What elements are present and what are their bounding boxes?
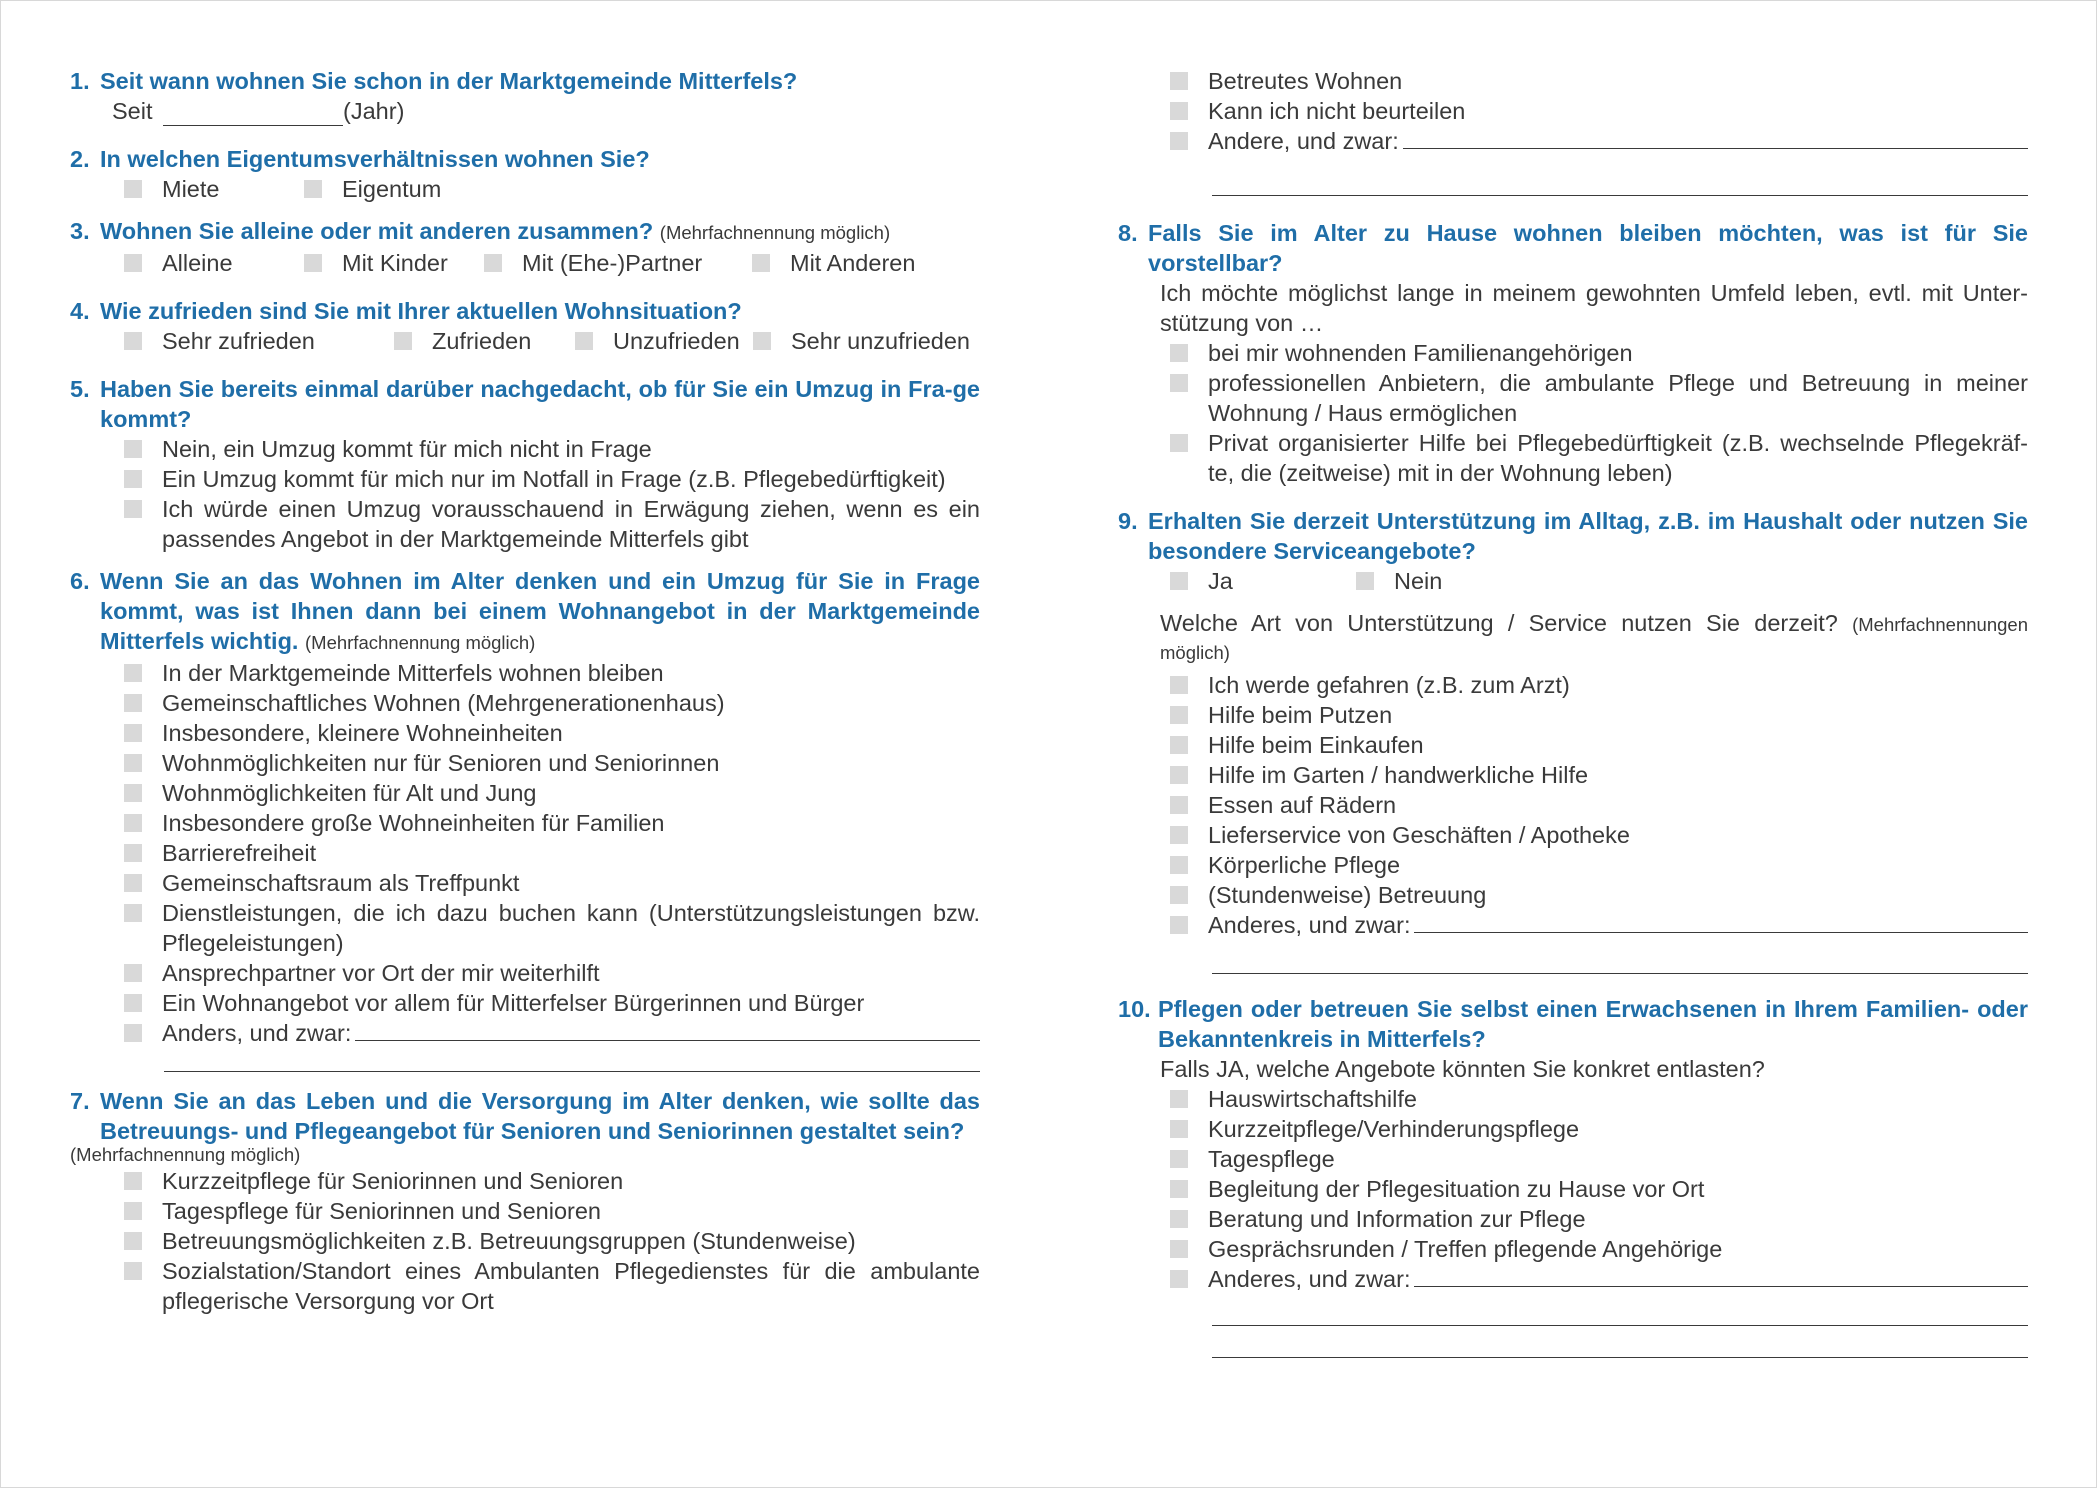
checkbox[interactable] <box>1170 1210 1188 1228</box>
option-label: Beratung und Information zur Pflege <box>1208 1206 1586 1232</box>
checkbox[interactable] <box>1170 1120 1188 1138</box>
option-label: Körperliche Pflege <box>1208 852 1401 878</box>
checkbox[interactable] <box>1170 826 1188 844</box>
option-mit-partner[interactable] <box>484 248 752 278</box>
checkbox[interactable] <box>1170 796 1188 814</box>
checkbox[interactable] <box>124 904 142 922</box>
option-label: Miete <box>162 176 220 202</box>
other-label: Anderes, und zwar: <box>1208 912 1411 938</box>
checkbox[interactable] <box>124 470 142 488</box>
question-3-title <box>70 216 980 248</box>
question-7 <box>70 1086 980 1316</box>
option-label: Kurzzeitpflege/Verhinderungspflege <box>1208 1116 1580 1142</box>
question-4 <box>70 296 980 356</box>
other-label: Andere, und zwar: <box>1208 128 1399 154</box>
option-label: Nein <box>1394 568 1443 594</box>
option-zufrieden[interactable] <box>394 326 575 356</box>
option-label: Gemeinschaftliches Wohnen (Mehrgenerationenhaus) <box>162 690 725 716</box>
question-9-title <box>1118 506 2028 566</box>
sub-question-text: Welche Art von Unterstützung / Service nutzen Sie derzeit? <box>1160 610 1838 636</box>
option-unzufrieden[interactable] <box>575 326 753 356</box>
service-option-8[interactable] <box>1118 880 2028 910</box>
question-6-title <box>70 566 980 658</box>
checkbox[interactable] <box>753 332 771 350</box>
checkbox[interactable] <box>1356 572 1374 590</box>
extra-write-line[interactable] <box>1212 1356 2028 1358</box>
checkbox[interactable] <box>124 254 142 272</box>
option-label: In der Marktgemeinde Mitterfels wohnen bleiben <box>162 660 664 686</box>
checkbox[interactable] <box>1170 1150 1188 1168</box>
option-label: Mit Kinder <box>342 250 448 276</box>
option-1[interactable] <box>1118 338 2028 368</box>
option-2[interactable] <box>70 688 980 718</box>
option-3[interactable] <box>70 718 980 748</box>
question-8-title <box>1118 218 2028 278</box>
question-7-continued <box>1118 66 2028 196</box>
question-text: Seit wann wohnen Sie schon in der Marktgemeinde Mitterfels? <box>100 68 798 94</box>
option-label: Ein Umzug kommt für mich nur im Notfall in Frage (z.B. Pflegebedürftigkeit) <box>162 466 946 492</box>
checkbox[interactable] <box>1170 344 1188 362</box>
other-input-line[interactable] <box>355 1018 980 1041</box>
question-hint: (Mehrfachnennung möglich) <box>70 1144 301 1165</box>
option-label: Sehr unzufrieden <box>791 328 970 354</box>
question-text: Wie zufrieden sind Sie mit Ihrer aktuellen Wohnsituation? <box>100 298 742 324</box>
option-label: Wohnmöglichkeiten für Alt und Jung <box>162 780 537 806</box>
checkbox[interactable] <box>304 180 322 198</box>
checkbox[interactable] <box>124 964 142 982</box>
option-2[interactable] <box>70 464 980 494</box>
options-row <box>70 174 980 204</box>
question-2-title <box>70 144 980 174</box>
question-9 <box>1118 506 2028 974</box>
question-number: 7. <box>70 1088 90 1114</box>
checkbox[interactable] <box>752 254 770 272</box>
checkbox[interactable] <box>124 180 142 198</box>
service-option-1[interactable] <box>1118 670 2028 700</box>
checkbox[interactable] <box>1170 132 1188 150</box>
options-row <box>70 326 980 356</box>
option-label: Privat organisierter Hilfe bei Pflegebedürftigkeit (z.B. wechselnde Pflegekräf-te, die (zeitweise) mit in der Wohnung leben) <box>1208 430 2028 486</box>
checkbox[interactable] <box>1170 434 1188 452</box>
checkbox[interactable] <box>394 332 412 350</box>
option-betreutes-wohnen[interactable] <box>1118 66 2028 96</box>
option-kann-nicht-beurteilen[interactable] <box>1118 96 2028 126</box>
checkbox[interactable] <box>124 500 142 518</box>
option-label: bei mir wohnenden Familienangehörigen <box>1208 340 1633 366</box>
question-1-title <box>70 66 980 96</box>
option-label: Begleitung der Pflegesituation zu Hause vor Ort <box>1208 1176 1705 1202</box>
option-label: Mit (Ehe-)Partner <box>522 250 703 276</box>
option-label: Sozialstation/Standort eines Ambulanten Pflegedienstes für die ambulante pflegerische Versorgung vor Ort <box>162 1258 980 1314</box>
question-text <box>100 566 980 658</box>
option-label: Barrierefreiheit <box>162 840 317 866</box>
options-row <box>70 248 980 278</box>
checkbox[interactable] <box>124 1232 142 1250</box>
year-suffix: (Jahr) <box>343 98 405 124</box>
checkbox[interactable] <box>124 844 142 862</box>
option-1[interactable] <box>70 658 980 688</box>
sub-question-hint: (Mehrfachnennungen möglich) <box>1160 614 2028 663</box>
option-sehr-zufrieden[interactable] <box>124 326 394 356</box>
checkbox[interactable] <box>1170 1180 1188 1198</box>
service-option-4[interactable] <box>1118 760 2028 790</box>
option-3[interactable] <box>70 494 980 554</box>
option-label: Insbesondere, kleinere Wohneinheiten <box>162 720 563 746</box>
other-row <box>1208 910 2028 940</box>
option-label: Ich würde einen Umzug vorausschauend in Erwägung ziehen, wenn es ein passendes Angebot in der Marktgemeinde Mitterfels gibt <box>162 496 980 552</box>
service-option-3[interactable] <box>1118 730 2028 760</box>
service-option-5[interactable] <box>1118 790 2028 820</box>
checkbox[interactable] <box>124 332 142 350</box>
relief-option-other[interactable] <box>1118 1264 2028 1294</box>
option-9[interactable] <box>70 898 980 958</box>
question-4-title <box>70 296 980 326</box>
option-mit-kinder[interactable] <box>304 248 484 278</box>
option-label: Unzufrieden <box>613 328 740 354</box>
question-3 <box>70 216 980 278</box>
sub-question <box>1118 610 2028 666</box>
checkbox[interactable] <box>1170 856 1188 874</box>
checkbox[interactable] <box>124 440 142 458</box>
option-label: Lieferservice von Geschäften / Apotheke <box>1208 822 1630 848</box>
option-label: Wohnmöglichkeiten nur für Senioren und Seniorinnen <box>162 750 720 776</box>
checkbox[interactable] <box>124 1262 142 1280</box>
option-5[interactable] <box>70 778 980 808</box>
option-label: Kurzzeitpflege für Seniorinnen und Senioren <box>162 1168 624 1194</box>
other-row <box>162 1018 980 1048</box>
question-7-title <box>70 1086 980 1146</box>
checkbox[interactable] <box>1170 916 1188 934</box>
question-title-text: Wenn Sie an das Wohnen im Alter denken und ein Umzug für Sie in Frage kommt, was ist Ihnen dann bei einem Wohnangebot in der Marktgemeinde Mitterfels wichtig. <box>100 568 980 654</box>
question-5 <box>70 374 980 554</box>
checkbox[interactable] <box>1170 676 1188 694</box>
option-10[interactable] <box>70 958 980 988</box>
right-column <box>1118 66 2028 1358</box>
option-label: Kann ich nicht beurteilen <box>1208 98 1466 124</box>
question-number: 4. <box>70 298 90 324</box>
service-option-7[interactable] <box>1118 850 2028 880</box>
option-label: Dienstleistungen, die ich dazu buchen kann (Unterstützungsleistungen bzw. Pflegeleistungen) <box>162 900 980 956</box>
option-label: Ein Wohnangebot vor allem für Mitterfelser Bürgerinnen und Bürger <box>162 990 865 1016</box>
service-option-6[interactable] <box>1118 820 2028 850</box>
question-text <box>100 216 980 248</box>
checkbox[interactable] <box>124 784 142 802</box>
question-title-text: Wohnen Sie alleine oder mit anderen zusammen? <box>100 218 654 244</box>
question-8 <box>1118 218 2028 488</box>
option-3[interactable] <box>1118 428 2028 488</box>
other-row <box>1208 126 2028 156</box>
option-nein[interactable] <box>1356 566 1442 596</box>
question-1 <box>70 66 980 126</box>
checkbox[interactable] <box>124 1172 142 1190</box>
checkbox[interactable] <box>1170 374 1188 392</box>
checkbox[interactable] <box>1170 1270 1188 1288</box>
checkbox[interactable] <box>124 1024 142 1042</box>
other-label: Anderes, und zwar: <box>1208 1266 1411 1292</box>
checkbox[interactable] <box>124 874 142 892</box>
option-sehr-unzufrieden[interactable] <box>753 326 970 356</box>
question-number: 1. <box>70 68 90 94</box>
other-label: Anders, und zwar: <box>162 1020 352 1046</box>
left-column <box>70 66 980 1316</box>
option-label: Eigentum <box>342 176 442 202</box>
option-label: Alleine <box>162 250 233 276</box>
checkbox[interactable] <box>484 254 502 272</box>
checkbox[interactable] <box>124 694 142 712</box>
checkbox[interactable] <box>124 724 142 742</box>
relief-option-5[interactable] <box>1118 1204 2028 1234</box>
question-number: 6. <box>70 568 90 594</box>
option-label: Insbesondere große Wohneinheiten für Familien <box>162 810 665 836</box>
option-label: Hauswirtschaftshilfe <box>1208 1086 1417 1112</box>
option-label: Zufrieden <box>432 328 532 354</box>
option-2[interactable] <box>70 1196 980 1226</box>
option-miete[interactable] <box>124 174 304 204</box>
option-ja[interactable] <box>1170 566 1356 596</box>
question-number: 2. <box>70 146 90 172</box>
question-10 <box>1118 994 2028 1358</box>
service-option-other[interactable] <box>1118 910 2028 940</box>
option-label: Ich werde gefahren (z.B. zum Arzt) <box>1208 672 1570 698</box>
question-5-title <box>70 374 980 434</box>
question-intro: Ich möchte möglichst lange in meinem gewohnten Umfeld leben, evtl. mit Unter-stützung von … <box>1160 280 2028 336</box>
option-label: Gemeinschaftsraum als Treffpunkt <box>162 870 520 896</box>
option-other[interactable] <box>1118 126 2028 156</box>
relief-option-3[interactable] <box>1118 1144 2028 1174</box>
relief-option-4[interactable] <box>1118 1174 2028 1204</box>
checkbox[interactable] <box>1170 1240 1188 1258</box>
option-6[interactable] <box>70 808 980 838</box>
question-text: Wenn Sie an das Leben und die Versorgung im Alter denken, wie sollte das Betreuungs- und Pflegeangebot für Senioren und Seniorinnen gestaltet sein? <box>100 1088 980 1144</box>
option-label: (Stundenweise) Betreuung <box>1208 882 1487 908</box>
question-text: Erhalten Sie derzeit Unterstützung im Alltag, z.B. im Haushalt oder nutzen Sie besondere Serviceangebote? <box>1148 508 2028 564</box>
checkbox[interactable] <box>124 754 142 772</box>
year-answer-row <box>70 96 980 126</box>
checkbox[interactable] <box>1170 72 1188 90</box>
checkbox[interactable] <box>1170 736 1188 754</box>
checkbox[interactable] <box>575 332 593 350</box>
option-label: Sehr zufrieden <box>162 328 315 354</box>
question-10-title <box>1118 994 2028 1054</box>
checkbox[interactable] <box>1170 1090 1188 1108</box>
option-alleine[interactable] <box>124 248 304 278</box>
question-number: 10. <box>1118 996 1151 1022</box>
year-input-line[interactable] <box>163 103 343 126</box>
relief-option-1[interactable] <box>1118 1084 2028 1114</box>
checkbox[interactable] <box>124 994 142 1012</box>
option-eigentum[interactable] <box>304 174 441 204</box>
option-11[interactable] <box>70 988 980 1018</box>
option-label: Hilfe beim Putzen <box>1208 702 1393 728</box>
question-number: 8. <box>1118 220 1138 246</box>
year-prefix: Seit <box>112 98 153 124</box>
relief-option-6[interactable] <box>1118 1234 2028 1264</box>
other-input-line[interactable] <box>1414 910 2028 933</box>
question-text: Falls Sie im Alter zu Hause wohnen bleiben möchten, was ist für Sie vorstellbar? <box>1148 220 2028 276</box>
option-label: Nein, ein Umzug kommt für mich nicht in Frage <box>162 436 652 462</box>
relief-option-2[interactable] <box>1118 1114 2028 1144</box>
option-8[interactable] <box>70 868 980 898</box>
option-mit-anderen[interactable] <box>752 248 915 278</box>
option-label: Ansprechpartner vor Ort der mir weiterhilft <box>162 960 600 986</box>
option-label: Betreutes Wohnen <box>1208 68 1403 94</box>
option-1[interactable] <box>70 434 980 464</box>
option-2[interactable] <box>1118 368 2028 428</box>
option-label: Gesprächsrunden / Treffen pflegende Angehörige <box>1208 1236 1723 1262</box>
question-number: 9. <box>1118 508 1138 534</box>
question-text: Pflegen oder betreuen Sie selbst einen Erwachsenen in Ihrem Familien- oder Bekanntenkreis in Mitterfels? <box>1158 996 2028 1052</box>
yes-no-row <box>1118 566 2028 596</box>
checkbox[interactable] <box>124 814 142 832</box>
checkbox[interactable] <box>1170 706 1188 724</box>
option-label: Hilfe beim Einkaufen <box>1208 732 1424 758</box>
option-label: Mit Anderen <box>790 250 916 276</box>
checkbox[interactable] <box>1170 572 1188 590</box>
other-input-line[interactable] <box>1414 1264 2028 1287</box>
service-option-2[interactable] <box>1118 700 2028 730</box>
checkbox[interactable] <box>1170 766 1188 784</box>
option-label: Hilfe im Garten / handwerkliche Hilfe <box>1208 762 1589 788</box>
other-row <box>1208 1264 2028 1294</box>
question-2 <box>70 144 980 204</box>
question-text: In welchen Eigentumsverhältnissen wohnen Sie? <box>100 146 650 172</box>
option-1[interactable] <box>70 1166 980 1196</box>
option-label: Betreuungsmöglichkeiten z.B. Betreuungsgruppen (Stundenweise) <box>162 1228 856 1254</box>
option-3[interactable] <box>70 1226 980 1256</box>
checkbox[interactable] <box>1170 886 1188 904</box>
option-7[interactable] <box>70 838 980 868</box>
option-label: Tagespflege für Seniorinnen und Senioren <box>162 1198 601 1224</box>
option-label: Tagespflege <box>1208 1146 1335 1172</box>
option-4[interactable] <box>70 748 980 778</box>
question-hint: (Mehrfachnennung möglich) <box>305 632 536 653</box>
option-other[interactable] <box>70 1018 980 1048</box>
option-label: Essen auf Rädern <box>1208 792 1397 818</box>
checkbox[interactable] <box>124 1202 142 1220</box>
question-number: 5. <box>70 376 90 402</box>
checkbox[interactable] <box>304 254 322 272</box>
question-hint: (Mehrfachnennung möglich) <box>659 222 891 243</box>
question-number: 3. <box>70 218 90 244</box>
option-label: professionellen Anbietern, die ambulante Pflege und Betreuung in meiner Wohnung / Haus ermöglichen <box>1208 370 2028 426</box>
checkbox[interactable] <box>1170 102 1188 120</box>
sub-question: Falls JA, welche Angebote könnten Sie konkret entlasten? <box>1160 1056 1765 1082</box>
option-label: Ja <box>1208 568 1233 594</box>
checkbox[interactable] <box>124 664 142 682</box>
other-input-line[interactable] <box>1403 126 2028 149</box>
question-text: Haben Sie bereits einmal darüber nachgedacht, ob für Sie ein Umzug in Fra-ge kommt? <box>100 376 980 432</box>
question-6 <box>70 566 980 1072</box>
option-4[interactable] <box>70 1256 980 1316</box>
